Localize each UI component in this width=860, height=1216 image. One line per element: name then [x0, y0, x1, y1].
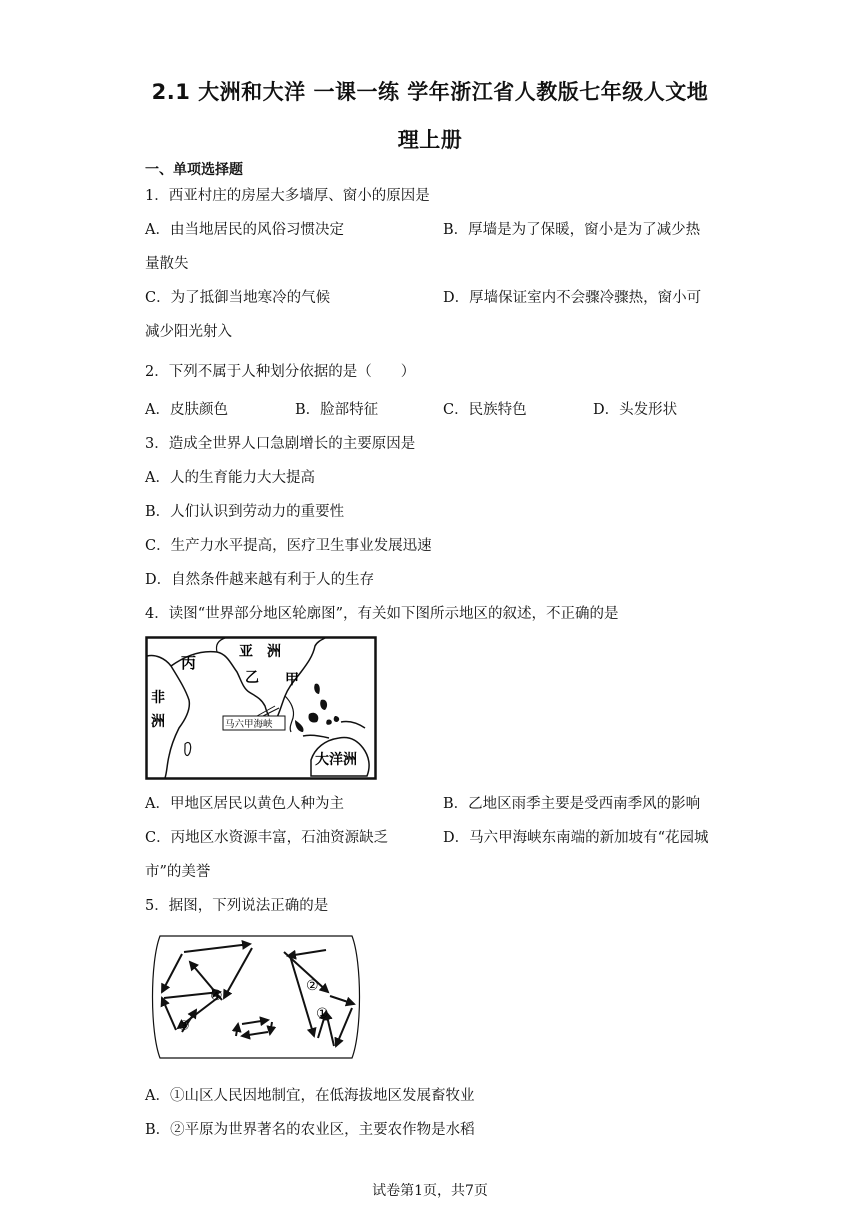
question-3-option-a: A．人的生育能力大大提高	[145, 470, 315, 486]
question-1-option-b: B．厚墙是为了保暖，窗小是为了减少热	[443, 222, 701, 238]
map-label-africa-2: 洲	[151, 714, 165, 730]
map-label-4: ④	[210, 988, 223, 1004]
map-label-asia: 亚 洲	[239, 644, 281, 660]
question-2-stem: 2．下列不属于人种划分依据的是（ ）	[145, 364, 416, 380]
question-4-option-b: B．乙地区雨季主要是受西南季风的影响	[443, 796, 701, 812]
question-1-option-b-continued: 量散失	[145, 256, 189, 272]
map-label-3: ③	[178, 1019, 190, 1034]
question-2-option-a: A．皮肤颜色	[145, 402, 228, 418]
map-label-bing: 丙	[181, 654, 197, 672]
question-3-option-c: C．生产力水平提高，医疗卫生事业发展迅速	[145, 538, 432, 554]
map-label-2: ②	[306, 978, 319, 994]
question-4-option-a: A．甲地区居民以黄色人种为主	[145, 796, 344, 812]
map-label-jia: 甲	[285, 672, 299, 688]
map-label-oceania: 大洋洲	[315, 752, 357, 768]
question-2-option-b: B．脸部特征	[295, 402, 379, 418]
question-4-option-d: D．马六甲海峡东南端的新加坡有“花园城	[443, 830, 709, 846]
question-3-stem: 3．造成全世界人口急剧增长的主要原因是	[145, 436, 416, 452]
section-heading: 一、单项选择题	[145, 162, 243, 178]
question-1-option-d: D．厚墙保证室内不会骤冷骤热，窗小可	[443, 290, 702, 306]
map-label-1: ①	[316, 1006, 329, 1022]
map-label-africa-1: 非	[151, 690, 165, 706]
question-2-option-c: C．民族特色	[443, 402, 527, 418]
question-3-option-b: B．人们认识到劳动力的重要性	[145, 504, 345, 520]
page-title-continued: 理上册	[397, 128, 463, 152]
question-4-stem: 4．读图“世界部分地区轮廓图”，有关如下图所示地区的叙述，不正确的是	[145, 606, 619, 622]
page-footer: 试卷第1页，共7页	[372, 1183, 488, 1199]
question-5-stem: 5．据图，下列说法正确的是	[145, 898, 329, 914]
wind-arrow-world-map	[150, 932, 362, 1062]
world-region-outline-map	[145, 636, 377, 780]
question-1-option-d-continued: 减少阳光射入	[145, 324, 232, 340]
page-title: 2.1 大洲和大洋 一课一练 学年浙江省人教版七年级人文地	[151, 80, 709, 104]
question-4-option-d-continued: 市”的美誉	[145, 864, 211, 880]
question-5-option-a: A．①山区人民因地制宜，在低海拔地区发展畜牧业	[145, 1088, 475, 1104]
question-2-option-d: D．头发形状	[593, 402, 678, 418]
map-label-yi: 乙	[245, 670, 259, 686]
question-4-option-c: C．丙地区水资源丰富，石油资源缺乏	[145, 830, 389, 846]
question-5-option-b: B．②平原为世界著名的农业区，主要农作物是水稻	[145, 1122, 475, 1138]
question-3-option-d: D．自然条件越来越有利于人的生存	[145, 572, 375, 588]
question-1-option-a: A．由当地居民的风俗习惯决定	[145, 222, 344, 238]
question-1-option-c: C．为了抵御当地寒冷的气候	[145, 290, 331, 306]
map-label-strait: 马六甲海峡	[225, 719, 273, 730]
question-1-stem: 1．西亚村庄的房屋大多墙厚、窗小的原因是	[145, 188, 430, 204]
